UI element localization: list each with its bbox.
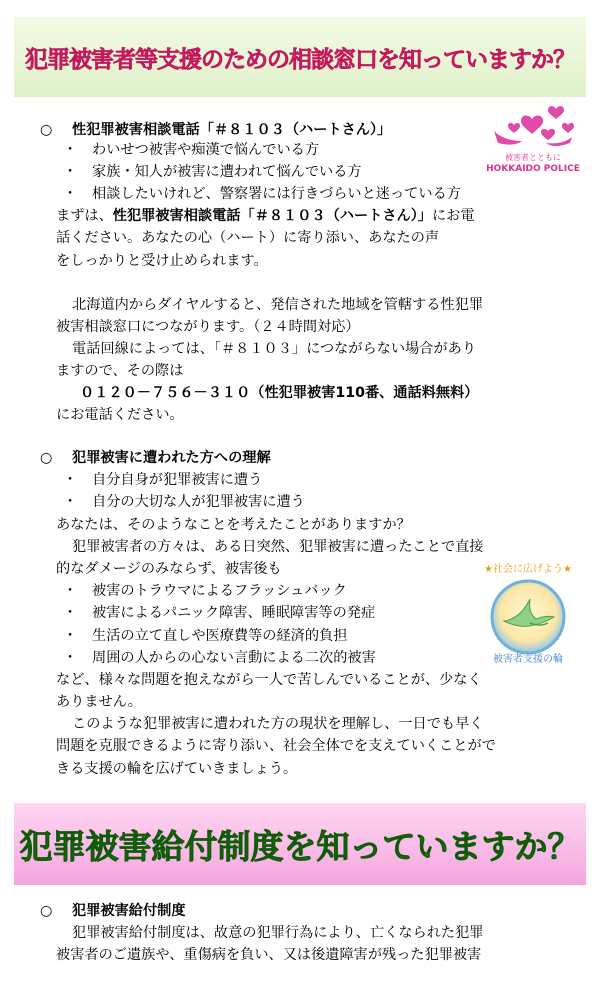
bullet-mark: ・ [63,164,78,180]
section1-bullet: ○ [40,122,53,138]
hokkaido-police-logo [486,101,580,179]
section1-bullet-2: 家族・知人が被害に遭われて悩んでいる方 [92,164,362,180]
section1-lead [56,207,475,226]
section2-bullet-a1: 自分自身が犯罪被害に遭う [92,472,263,488]
support-logo-bottom: 被害者支援の輪 [493,654,563,665]
logo-caption: 被害者とともに [505,153,561,162]
section2-bullet-b4: 周囲の人からの心ない言動による二次的被害 [92,650,376,666]
section1-bullet-1: わいせつ被害や痴漢で悩んでいる方 [92,142,320,158]
section3-line2: 被害者のご遺族や、重傷病を負い、又は後遺障害が残った犯罪被害 [56,947,482,963]
support-circle-logo [478,563,578,671]
lead-pre: まずは、 [56,208,113,224]
section1-heading: 性犯罪被害相談電話「＃８１０３（ハートさん）」 [72,122,392,138]
lead-post: にお電 [431,208,475,224]
section3-heading: 犯罪被害給付制度 [72,903,186,919]
bottom-banner-title: 犯罪被害給付制度を知っていますか？ [19,826,581,866]
section2-final-line3: きる支援の輪を広げていきましょう。 [56,761,298,777]
section1-lead-line2: 話ください。あなたの心（ハート）に寄り添い、あなたの声 [56,230,440,246]
section1-para3-line1: 電話回線によっては、「＃８１０３」につながらない場合があり [72,341,477,357]
section3-line1: 犯罪被害給付制度は、故意の犯罪行為により、亡くなられた犯罪 [72,925,484,941]
section2-para-line1: 犯罪被害者の方々は、ある日突然、犯罪被害に遭ったことで直接 [72,539,484,555]
section2-question: あなたは、そのようなことを考えたことがありますか？ [56,517,411,533]
section1-para3-line4: にお電話ください。 [56,407,184,423]
bullet-mark: ・ [63,650,78,666]
section2-bullet-b2: 被害によるパニック障害、睡眠障害等の発症 [92,605,376,621]
section2-bullet-b1: 被害のトラウマによるフラッシュバック [92,583,347,599]
bullet-mark: ・ [63,605,78,621]
logo-brand: HOKKAIDO POLICE [486,164,580,174]
top-banner-title: 犯罪被害者等支援のための相談窓口を知っていますか？ [25,46,575,73]
section3-bullet: ○ [40,903,53,919]
section2-final-line1: このような犯罪被害に遭われた方の現状を理解し、一日でも早く [72,716,484,732]
section2-after-line1: など、様々な問題を抱えながら一人で苦しんでいることが、少なく [56,672,482,688]
section2-para-line2: 的なダメージのみならず、被害後も [56,561,282,577]
bullet-mark: ・ [63,472,78,488]
consultation-phone-number: ０１２０－７５６－３１０（性犯罪被害110番、通話料無料） [80,385,479,401]
bullet-mark: ・ [63,583,78,599]
bullet-mark: ・ [63,186,78,202]
support-logo-top: ★社会に広げよう★ [484,564,572,575]
lead-bold: 性犯罪被害相談電話「＃８１０３（ハートさん）」 [112,208,432,224]
bullet-mark: ・ [63,628,78,644]
section2-final-line2: 問題を克服できるように寄り添い、社会全体でを支えていくことがで [56,738,496,754]
hearts-icon [486,101,580,153]
section1-lead-line3: をしっかりと受け止められます。 [56,253,268,269]
section2-bullet-b3: 生活の立て直しや医療費等の経済的負担 [92,628,348,644]
section2-bullet-a2: 自分の大切な人が犯罪被害に遭う [92,494,305,510]
section2-heading: 犯罪被害に遭われた方への理解 [72,450,271,466]
section1-para2-line2: 被害相談窓口につながります。（２４時間対応） [56,319,360,335]
section1-para3-line2: ますので、その際は [56,363,184,379]
section1-para2-line1: 北海道内からダイヤルすると、発信された地域を管轄する性犯罪 [72,297,484,313]
bottom-banner [14,803,586,885]
section1-bullet-3: 相談したいけれど、警察署には行きづらいと迷っている方 [92,186,461,202]
dove-icon [486,577,570,655]
section2-bullet: ○ [40,450,53,466]
section2-after-line2: ありません。 [56,694,142,710]
top-banner [14,17,586,97]
bullet-mark: ・ [63,142,78,158]
bullet-mark: ・ [63,494,78,510]
